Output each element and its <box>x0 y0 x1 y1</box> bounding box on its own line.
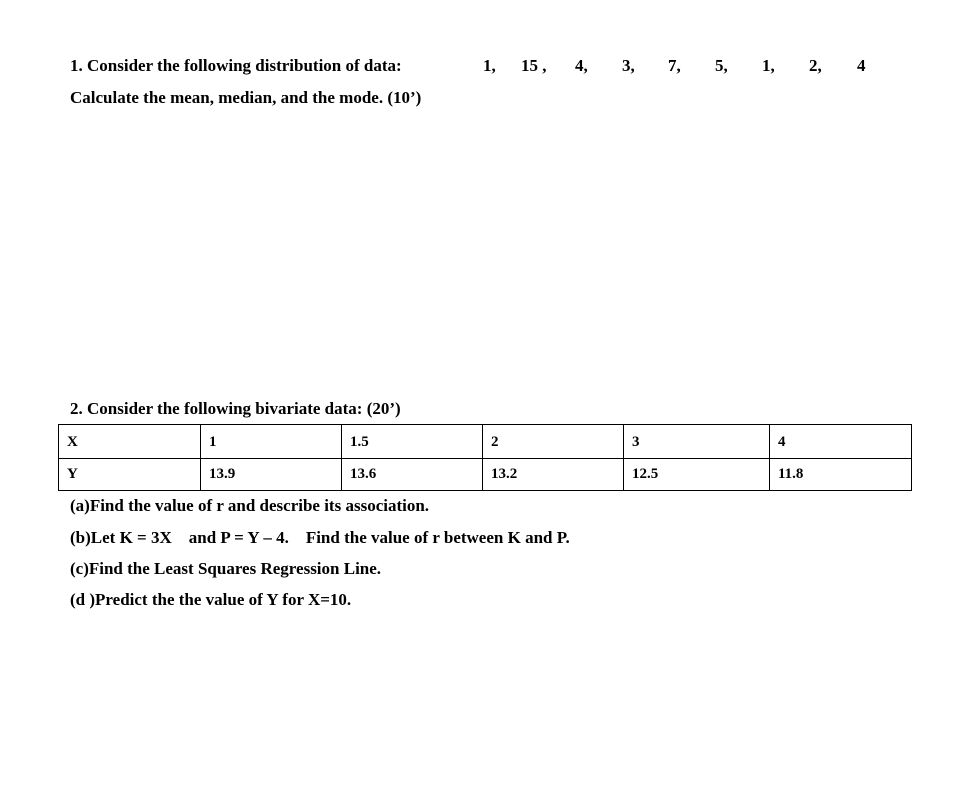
table-cell: 3 <box>624 425 770 459</box>
table-row-label: X <box>59 425 201 459</box>
data-value: 7, <box>668 56 681 75</box>
data-value: 1, <box>762 56 775 75</box>
table-cell: 2 <box>483 425 624 459</box>
table-cell: 13.6 <box>342 459 483 491</box>
table-cell: 12.5 <box>624 459 770 491</box>
question-2-part-d: (d )Predict the the value of Y for X=10. <box>70 590 352 609</box>
question-1-prompt <box>70 56 408 76</box>
data-value: 5, <box>715 56 728 75</box>
table-cell: 1 <box>201 425 342 459</box>
table-cell: 13.9 <box>201 459 342 491</box>
table-cell: 13.2 <box>483 459 624 491</box>
data-value: 15 , <box>521 56 547 75</box>
question-1-prefix: 1. Consider the following distribution of data: <box>70 56 402 75</box>
table-cell: 11.8 <box>770 459 912 491</box>
table-row-y <box>59 459 912 491</box>
question-2-part-c: (c)Find the Least Squares Regression Line. <box>70 559 382 578</box>
question-2-part-a: (a)Find the value of r and describe its association. <box>70 496 430 515</box>
question-2-heading: 2. Consider the following bivariate data: (20’) <box>70 399 401 418</box>
data-value: 4, <box>575 56 588 75</box>
data-value: 4 <box>857 56 866 75</box>
question-2-part-b: (b)Let K = 3X and P = Y – 4. Find the value of r between K and P. <box>70 528 570 547</box>
table-row-x <box>59 425 912 459</box>
question-1-instruction: Calculate the mean, median, and the mode. (10’) <box>70 88 422 107</box>
data-value: 2, <box>809 56 822 75</box>
data-value: 1, <box>483 56 496 75</box>
table-cell: 4 <box>770 425 912 459</box>
bivariate-data-table <box>58 424 912 491</box>
table-row-label: Y <box>59 459 201 491</box>
data-value: 3, <box>622 56 635 75</box>
table-cell: 1.5 <box>342 425 483 459</box>
